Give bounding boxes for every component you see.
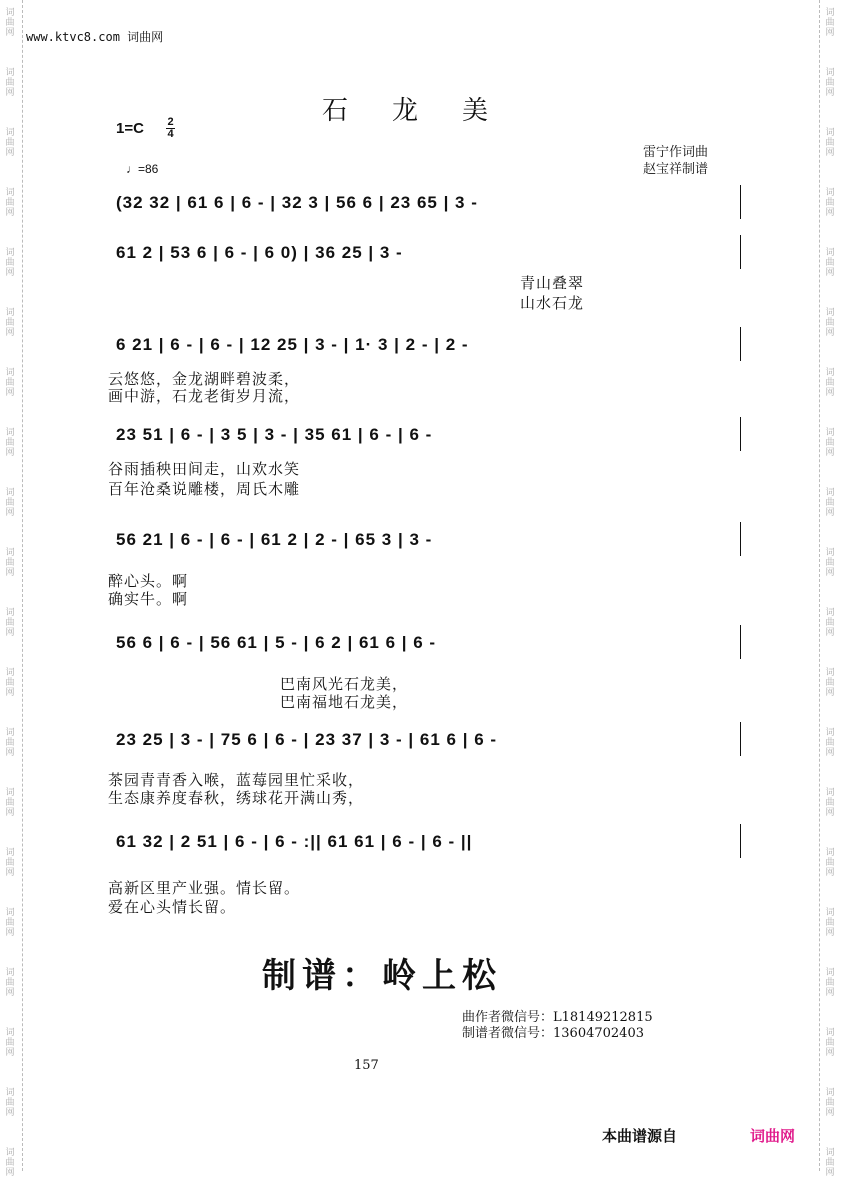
- left-watermark-strip: [0, 0, 23, 1178]
- watermark-glyph: 词 曲 网: [825, 728, 835, 758]
- end-barline: [740, 824, 741, 858]
- source-label: 本曲谱源自: [602, 1127, 678, 1145]
- lyric-line: 巴南福地石龙美，: [280, 693, 409, 711]
- notation-row: 56 6 | 6 - | 56 61 | 5 - | 6 2 | 61 6 | 6 -: [116, 633, 437, 652]
- lyric-line: 醉心头。啊: [108, 572, 189, 590]
- notation-row: (32 32 | 61 6 | 6 - | 32 3 | 56 6 | 23 65 | 3 -: [116, 193, 478, 212]
- score-line: [108, 183, 744, 223]
- watermark-glyph: 词 曲 网: [825, 908, 835, 938]
- source-brand-link[interactable]: 词曲网: [750, 1127, 796, 1145]
- watermark-glyph: 词 曲 网: [825, 188, 835, 218]
- watermark-glyph: 词 曲 网: [825, 848, 835, 878]
- key-signature: 1=C: [116, 120, 144, 137]
- notation-row: 56 21 | 6 - | 6 - | 61 2 | 2 - | 65 3 | 3 -: [116, 530, 433, 549]
- lyric-line: 谷雨插秧田间走，山欢水笑: [108, 460, 301, 478]
- notation-row: 23 51 | 6 - | 3 5 | 3 - | 35 61 | 6 - | 6 -: [116, 425, 433, 444]
- watermark-glyph: 词 曲 网: [825, 308, 835, 338]
- watermark-glyph: 词 曲 网: [5, 848, 15, 878]
- watermark-glyph: 词 曲 网: [825, 788, 835, 818]
- watermark-glyph: 词 曲 网: [825, 248, 835, 278]
- watermark-glyph: 词 曲 网: [825, 968, 835, 998]
- lyric-line: 爱在心头情长留。: [108, 898, 237, 916]
- watermark-glyph: 词 曲 网: [5, 668, 15, 698]
- watermark-glyph: 词 曲 网: [5, 1028, 15, 1058]
- score-line: [108, 325, 744, 365]
- watermark-glyph: 词 曲 网: [5, 968, 15, 998]
- watermark-glyph: 词 曲 网: [5, 908, 15, 938]
- watermark-glyph: 词 曲 网: [825, 8, 835, 38]
- lyric-line: 青山叠翠: [520, 274, 585, 292]
- watermark-glyph: 词 曲 网: [825, 68, 835, 98]
- lyric-line: 茶园青青香入喉，蓝莓园里忙采收，: [108, 771, 365, 789]
- watermark-glyph: 词 曲 网: [825, 128, 835, 158]
- score-line: [108, 415, 744, 455]
- arranger-credit: 赵宝祥制谱: [643, 162, 709, 177]
- lyricist-composer-credit: 雷宁作词曲: [643, 145, 709, 160]
- watermark-glyph: 词 曲 网: [5, 1148, 15, 1178]
- lyric-line: 高新区里产业强。情长留。: [108, 879, 301, 897]
- watermark-glyph: 词 曲 网: [5, 68, 15, 98]
- watermark-glyph: 词 曲 网: [5, 248, 15, 278]
- time-signature: 2 4: [167, 116, 174, 140]
- end-barline: [740, 417, 741, 451]
- composer-contact: 曲作者微信号：L18149212815: [462, 1010, 653, 1025]
- watermark-glyph: 词 曲 网: [825, 368, 835, 398]
- end-barline: [740, 235, 741, 269]
- lyric-line: 巴南风光石龙美，: [280, 675, 409, 693]
- score-line: [108, 520, 744, 560]
- watermark-glyph: 词 曲 网: [825, 1028, 835, 1058]
- page-number: 157: [354, 1058, 379, 1073]
- lyric-line: 画中游，石龙老街岁月流，: [108, 387, 301, 405]
- notation-row: 6 21 | 6 - | 6 - | 12 25 | 3 - | 1· 3 | 2 - | 2 -: [116, 335, 469, 354]
- lyric-line: 云悠悠，金龙湖畔碧波柔，: [108, 370, 301, 388]
- site-header[interactable]: www.ktvc8.com 词曲网: [26, 30, 164, 44]
- song-title: 石龙美: [322, 96, 533, 126]
- watermark-glyph: 词 曲 网: [5, 128, 15, 158]
- watermark-glyph: 词 曲 网: [5, 548, 15, 578]
- score-line: [108, 720, 744, 760]
- notation-row: 61 2 | 53 6 | 6 - | 6 0) | 36 25 | 3 -: [116, 243, 403, 262]
- lyric-line: 生态康养度春秋，绣球花开满山秀，: [108, 789, 365, 807]
- score-line: [108, 623, 744, 663]
- end-barline: [740, 722, 741, 756]
- watermark-glyph: 词 曲 网: [825, 488, 835, 518]
- tempo-mark: ♩=86: [126, 162, 159, 176]
- score-line: [108, 233, 744, 273]
- end-barline: [740, 625, 741, 659]
- watermark-glyph: 词 曲 网: [825, 668, 835, 698]
- watermark-glyph: 词 曲 网: [825, 548, 835, 578]
- lyric-line: 确实牛。啊: [108, 590, 189, 608]
- watermark-glyph: 词 曲 网: [5, 608, 15, 638]
- watermark-glyph: 词 曲 网: [5, 8, 15, 38]
- end-barline: [740, 522, 741, 556]
- watermark-glyph: 词 曲 网: [5, 308, 15, 338]
- transcriber-signature: 制谱：岭上松: [262, 956, 502, 996]
- right-watermark-strip: [819, 0, 842, 1178]
- lyric-line: 山水石龙: [520, 294, 585, 312]
- notation-row: 61 32 | 2 51 | 6 - | 6 - :|| 61 61 | 6 - | 6 - ||: [116, 832, 473, 851]
- transcriber-contact: 制谱者微信号：13604702403: [462, 1026, 644, 1041]
- end-barline: [740, 185, 741, 219]
- watermark-glyph: 词 曲 网: [5, 488, 15, 518]
- score-line: [108, 822, 744, 862]
- notation-row: 23 25 | 3 - | 75 6 | 6 - | 23 37 | 3 - | 61 6 | 6 -: [116, 730, 498, 749]
- end-barline: [740, 327, 741, 361]
- watermark-glyph: 词 曲 网: [5, 1088, 15, 1118]
- watermark-glyph: 词 曲 网: [5, 188, 15, 218]
- watermark-glyph: 词 曲 网: [825, 1088, 835, 1118]
- watermark-glyph: 词 曲 网: [5, 368, 15, 398]
- watermark-glyph: 词 曲 网: [825, 1148, 835, 1178]
- watermark-glyph: 词 曲 网: [825, 608, 835, 638]
- lyric-line: 百年沧桑说雕楼，周氏木雕: [108, 480, 301, 498]
- watermark-glyph: 词 曲 网: [5, 728, 15, 758]
- watermark-glyph: 词 曲 网: [5, 428, 15, 458]
- watermark-glyph: 词 曲 网: [825, 428, 835, 458]
- watermark-glyph: 词 曲 网: [5, 788, 15, 818]
